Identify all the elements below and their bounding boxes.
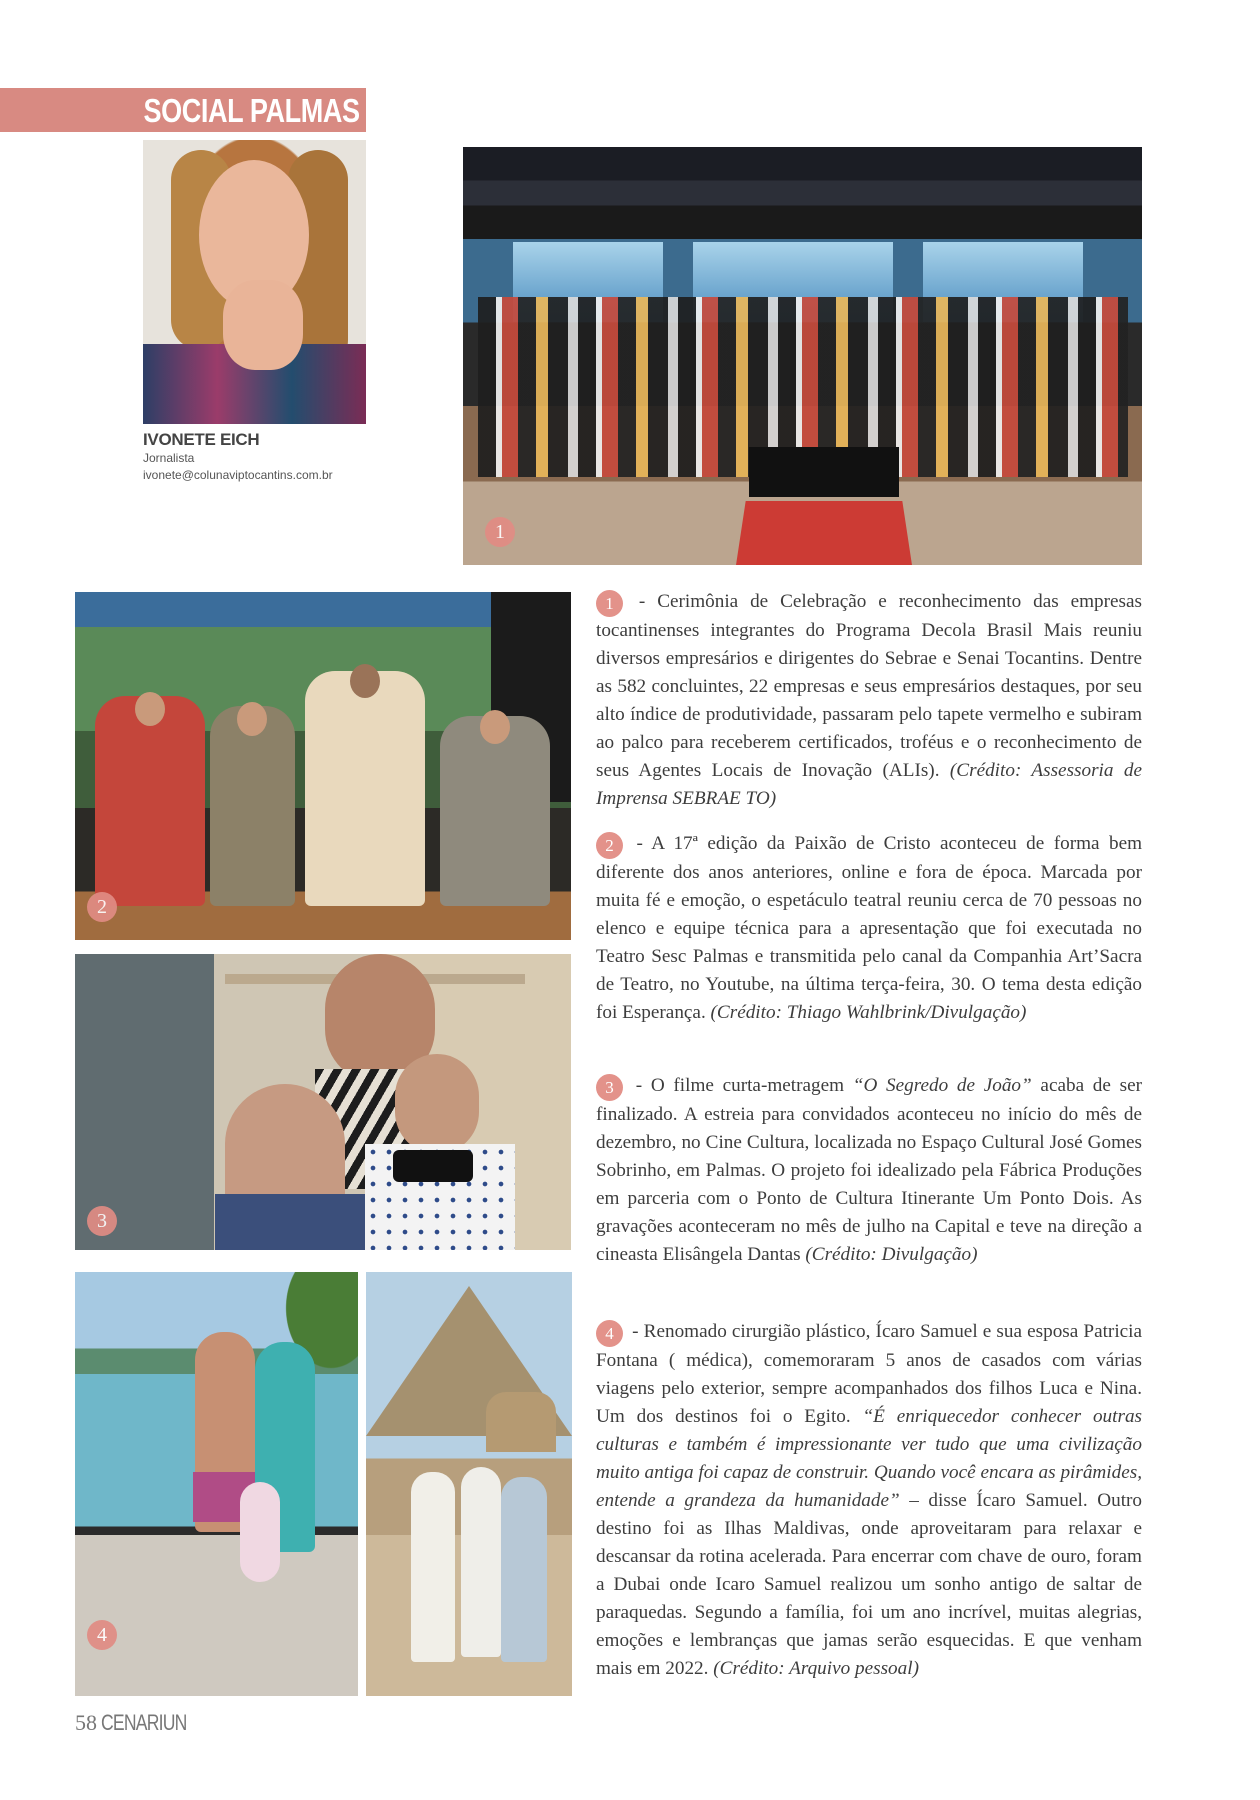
page-footer bbox=[75, 1710, 208, 1736]
section-title: SOCIAL PALMAS bbox=[143, 92, 360, 129]
caption-text: – disse Ícaro Samuel. Outro destino foi as Ilhas Maldivas, onde aproveitaram para relaxar e descansar da rotina acelerada. Para encerrar com chave de ouro, foram a Dubai onde Icaro Samuel realizou um sonho antigo de saltar de paraquedas. Segundo a família, foi um ano incrível, muitas alegrias, emoções e lembranças que jamas serão esquecidas. E que venham mais em 2022. bbox=[596, 1490, 1143, 1679]
caption-text: acaba de ser finalizado. A estreia para convidados aconteceu no início do mês de dezembro, no Cine Cultura, localizada no Espaço Cultural José Gomes Sobrinho, em Palmas. O projeto foi idealizado pela Fábrica Produções em parceria com o Ponto de Cultura Itinerante Um Ponto Dois. As gravações aconteceram no mês de julho na Capital e teve na direção a cineasta Elisângela Dantas bbox=[596, 1075, 1142, 1265]
photo-maldives bbox=[75, 1272, 358, 1696]
photo-ceremony bbox=[463, 147, 1142, 565]
caption-number-badge: 1 bbox=[596, 590, 623, 617]
caption-3 bbox=[596, 1072, 1142, 1269]
caption-number-badge: 3 bbox=[596, 1074, 623, 1101]
photo-film-family bbox=[75, 954, 571, 1250]
caption-credit: (Crédito: Divulgação) bbox=[805, 1244, 978, 1265]
photo-number-badge: 1 bbox=[485, 517, 515, 547]
caption-number-badge: 4 bbox=[596, 1320, 623, 1347]
magazine-logo: CENARIUN bbox=[101, 1710, 187, 1735]
caption-text: - A 17ª edição da Paixão de Cristo aconteceu de forma bem diferente dos anos anteriores, online e fora de época. Marcada por muita fé e emoção, o espetáculo teatral reuniu cerca de 70 pessoas no elenco e equipe técnica para a apresentação que foi executada no Teatro Sesc Palmas e transmitida pelo canal da Companhia Art’Sacra de Teatro, no Youtube, na última terça-feira, 30. O tema desta edição foi Esperança. bbox=[596, 833, 1143, 1023]
photo-number-badge: 4 bbox=[87, 1620, 117, 1650]
photo-theatre bbox=[75, 592, 571, 940]
caption-4 bbox=[596, 1318, 1142, 1683]
page-number: 58 bbox=[75, 1710, 97, 1735]
caption-2 bbox=[596, 830, 1142, 1027]
caption-1 bbox=[596, 588, 1142, 813]
section-banner bbox=[0, 88, 366, 132]
photo-number-badge: 3 bbox=[87, 1206, 117, 1236]
caption-text: - Renomado cirurgião plástico, Ícaro Samuel e sua esposa Patricia Fontana ( médica), comemoraram 5 anos de casados com várias viagens pelo exterior, sempre acompanhados dos filhos Luca e Nina. Um dos destinos foi o Egito. bbox=[596, 1321, 1143, 1427]
caption-credit: (Crédito: Assessoria de Imprensa SEBRAE TO) bbox=[596, 760, 1143, 809]
caption-quote: “É enriquecedor conhecer outras culturas e também é impressionante ver tudo que uma civilização muito antiga foi capaz de construir. Quando você encara as pirâmides, entende a grandeza da humanidade” bbox=[596, 1406, 1143, 1511]
photo-pyramids bbox=[366, 1272, 572, 1696]
photo-number-badge: 2 bbox=[87, 892, 117, 922]
caption-number-badge: 2 bbox=[596, 832, 623, 859]
caption-credit: (Crédito: Thiago Wahlbrink/Divulgação) bbox=[710, 1002, 1027, 1023]
columnist-role: Jornalista bbox=[143, 451, 195, 465]
columnist-name: IVONETE EICH bbox=[143, 430, 260, 449]
film-title: “O Segredo de João” bbox=[852, 1075, 1032, 1096]
caption-text: - Cerimônia de Celebração e reconhecimento das empresas tocantinenses integrantes do Programa Decola Brasil Mais reuniu diversos empresários e dirigentes do Sebrae e Senai Tocantins. Dentre as 582 concluintes, 22 empresas e seus empresários destaques, por seu alto índice de produtividade, passaram pelo tapete vermelho e subiram ao palco para receberem certificados, troféus e o reconhecimento de seus Agentes Locais de Inovação (ALIs). bbox=[596, 591, 1143, 781]
columnist-byline bbox=[143, 430, 333, 484]
caption-text: - O filme curta-metragem bbox=[635, 1075, 845, 1096]
caption-credit: (Crédito: Arquivo pessoal) bbox=[713, 1658, 919, 1679]
columnist-portrait bbox=[143, 140, 366, 424]
columnist-email: ivonete@colunaviptocantins.com.br bbox=[143, 468, 333, 482]
